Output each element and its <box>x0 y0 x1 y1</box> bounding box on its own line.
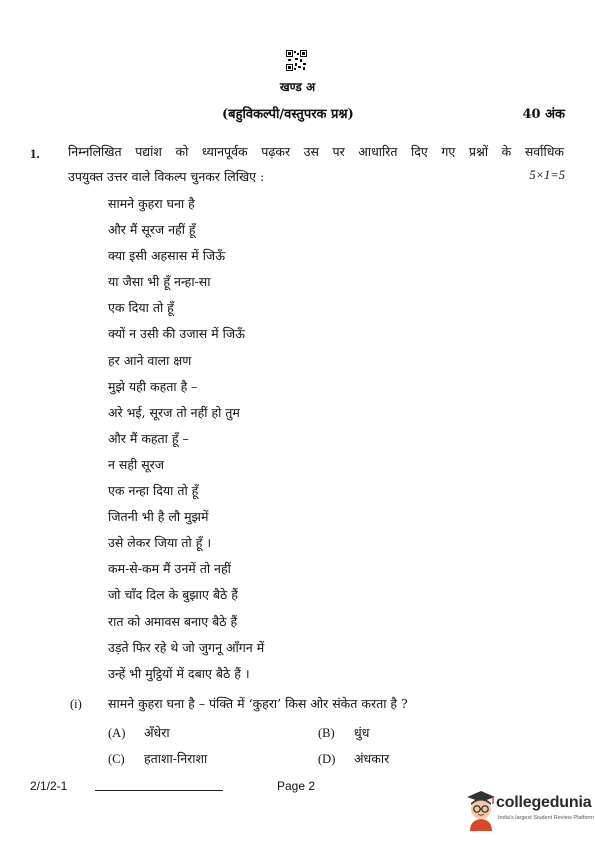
mascot-icon <box>462 787 500 831</box>
option-text: अंधकार <box>354 751 390 766</box>
poem-line: उड़ते फिर रहे थे जो जुगनू आँगन में <box>108 639 265 655</box>
poem-line: रात को अमावस बनाए बैठे हैं <box>108 613 238 629</box>
poem-line: हर आने वाला क्षण <box>108 352 192 368</box>
page-number: Page 2 <box>277 779 316 793</box>
question-instruction-line2: उपयुक्त उत्तर वाले विकल्प चुनकर लिखिए : <box>68 169 265 184</box>
footer-divider <box>95 790 223 791</box>
poem-line: जो चाँद दिल के बुझाए बैठे हैं <box>108 587 238 603</box>
poem-line: या जैसा भी हूँ नन्हा-सा <box>108 274 211 290</box>
option-label: (D) <box>318 752 336 766</box>
sub-question-number: (i) <box>70 697 82 711</box>
poem-line: मुझे यही कहता है – <box>108 378 198 394</box>
section-subtitle: (बहुविकल्पी/वस्तुपरक प्रश्न) <box>222 107 354 122</box>
option-text: धुंध <box>354 725 370 740</box>
poem-line: उसे लेकर जिया तो हूँ । <box>108 535 212 551</box>
poem-line: और मैं सूरज नहीं हूँ <box>108 222 196 238</box>
sub-question-text: सामने कुहरा घना है – पंक्ति में ‘कुहरा’ किस ओर संकेत करता है ? <box>108 696 408 711</box>
option-label: (C) <box>108 752 125 766</box>
option-label: (A) <box>108 726 126 740</box>
poem-line: न सही सूरज <box>108 456 165 472</box>
option-a <box>108 724 170 741</box>
poem-line: एक दिया तो हूँ <box>108 300 174 316</box>
logo-text: collegedunia <box>496 794 592 811</box>
paper-code: 2/1/2-1 <box>30 779 68 793</box>
poem <box>108 194 264 690</box>
poem-line: क्या इसी अहसास में जिऊँ <box>108 248 226 264</box>
poem-line: उन्हें भी मुट्ठियों में दबाए बैठे हैं । <box>108 665 250 681</box>
logo-tagline: India's largest Student Review Platform <box>498 815 594 821</box>
question-instruction-line1: निम्नलिखित पद्यांश को ध्यानपूर्वक पढ़कर उस पर आधारित दिए गए प्रश्नों के सर्वाधिक <box>68 144 564 159</box>
poem-line: अरे भई, सूरज तो नहीं हो तुम <box>108 404 240 420</box>
question-marks: 5×1=5 <box>529 168 565 182</box>
option-text: अँधेरा <box>144 725 170 740</box>
poem-line: और मैं कहता हूँ – <box>108 430 189 446</box>
poem-line: एक नन्हा दिया तो हूँ <box>108 483 199 499</box>
option-text: हताशा-निराशा <box>144 751 208 766</box>
poem-line: कम-से-कम मैं उनमें तो नहीं <box>108 561 231 577</box>
poem-line: क्यों न उसी की उजास में जिऊँ <box>108 326 245 342</box>
option-c <box>108 750 207 767</box>
collegedunia-logo <box>462 787 594 833</box>
option-label: (B) <box>318 726 335 740</box>
section-title: खण्ड अ <box>279 80 316 94</box>
question-number: 1. <box>30 146 40 161</box>
total-marks: 40 अंक <box>522 107 565 122</box>
option-b <box>318 724 369 741</box>
option-d <box>318 750 389 767</box>
qr-code <box>286 50 307 71</box>
poem-line: सामने कुहरा घना है <box>108 196 195 211</box>
poem-line: जितनी भी है लौ मुझमें <box>108 509 209 525</box>
